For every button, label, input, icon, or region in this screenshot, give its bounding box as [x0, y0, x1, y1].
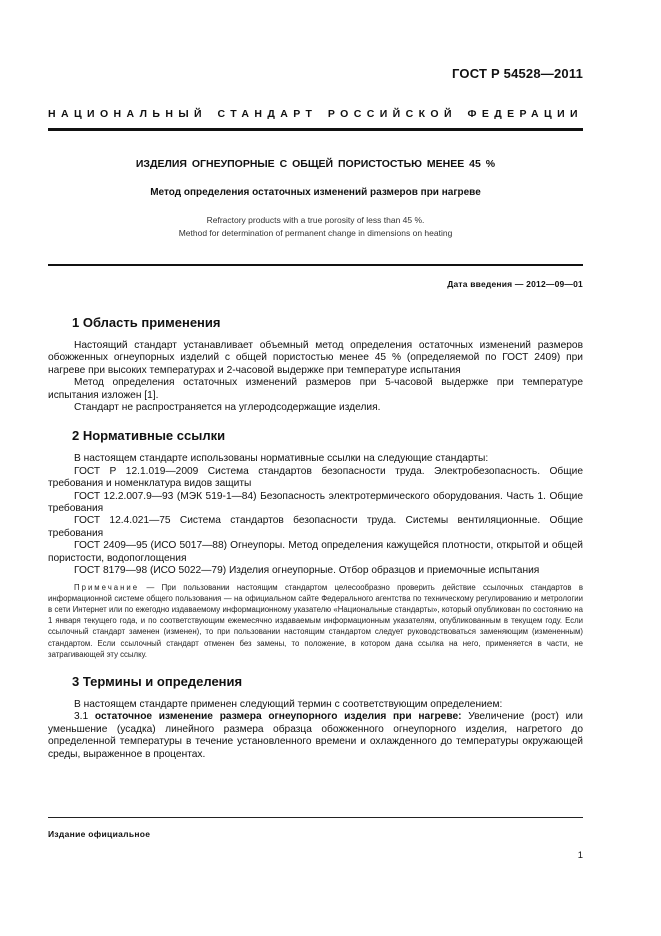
- term-number: 3.1: [74, 711, 95, 723]
- gost-code: ГОСТ Р 54528—2011: [452, 66, 583, 81]
- term-name: остаточное изменение размера огнеупорного изделия при нагреве:: [94, 711, 462, 723]
- document-title: ИЗДЕЛИЯ ОГНЕУПОРНЫЕ С ОБЩЕЙ ПОРИСТОСТЬЮ МЕНЕЕ 45 %: [135, 158, 496, 170]
- banner-word: РОССИЙСКОЙ: [327, 108, 457, 120]
- reference-item: ГОСТ Р 12.1.019—2009 Система стандартов безопасности труда. Электробезопасность. Общие требования и номенклатура видов защиты: [48, 465, 583, 490]
- reference-item: ГОСТ 2409—95 (ИСО 5017—88) Огнеупоры. Метод определения кажущейся плотности, открытой и общей пористости, водопоглощения: [48, 540, 583, 564]
- note-label: Примечание: [74, 582, 140, 592]
- document-subtitle: Метод определения остаточных изменений размеров при нагреве: [150, 187, 481, 198]
- english-title-line: Refractory products with a true porosity of less than 45 %.: [206, 215, 425, 225]
- section-heading: 1 Область применения: [72, 315, 221, 330]
- edition-label: Издание официальное: [48, 829, 151, 839]
- paragraph: Настоящий стандарт устанавливает объемный метод определения остаточных изменений размеров обожженных огнеупорных изделий с общей пористостью менее 45 % (определяемой по ГОСТ 2409) при нагреве при высоких температурах и 2-часовой выдержке при температуре испытания: [48, 340, 583, 376]
- term-text: Увеличение (рост) или уменьшение (усадка) линейного размера образца обожженного огнеупорного изделия, нагретого до определенной температуры в течение установленного времени и охлажденного до температуры окружающей среды, выраженное в процентах.: [48, 711, 583, 760]
- english-title: [48, 214, 583, 240]
- banner-word: СТАНДАРТ: [217, 108, 318, 120]
- introduction-date: Дата введения — 2012—09—01: [447, 279, 583, 289]
- title-rule: [48, 264, 583, 266]
- section-heading: 2 Нормативные ссылки: [72, 428, 226, 444]
- paragraph: Метод определения остаточных изменений размеров при 5-часовой выдержке при температуре испытания изложен [1].: [48, 377, 583, 401]
- header-rule: [48, 128, 583, 131]
- paragraph: Стандарт не распространяется на углеродсодержащие изделия.: [74, 402, 381, 414]
- note: [48, 582, 583, 660]
- term-definition: [48, 711, 583, 761]
- banner-word: НАЦИОНАЛЬНЫЙ: [48, 108, 207, 120]
- note-text: — При пользовании настоящим стандартом целесообразно проверить действие ссылочных стандартов в информационной системе общего пользования — на официальном сайте Федерального агентства по техническому регулированию и метрологии в сети Интернет или по ежегодно издаваемому информационному указателю «Национальные стандарты», который опубликован по состоянию на 1 января текущего года, и по соответствующим ежемесячно издаваемым информационным указателям, опубликованным в текущем году. Если ссылочный стандарт заменен (изменен), то при пользовании настоящим стандартом следует руководствоваться заменяющим (измененным) стандартом. Если ссылочный стандарт отменен без замены, то положение, в котором дана ссылка на него, применяется в части, не затрагивающей эту ссылку.: [48, 582, 583, 659]
- national-standard-banner: [48, 108, 583, 120]
- paragraph: В настоящем стандарте применен следующий термин с соответствующим определением:: [74, 698, 503, 710]
- document-body: [48, 312, 583, 761]
- reference-item: ГОСТ 12.4.021—75 Система стандартов безопасности труда. Системы вентиляционные. Общие требования: [48, 515, 583, 539]
- footer-rule: [48, 817, 583, 818]
- section-heading: 3 Термины и определения: [72, 673, 243, 689]
- banner-word: ФЕДЕРАЦИИ: [467, 108, 583, 120]
- reference-item: ГОСТ 8179—98 (ИСО 5022—79) Изделия огнеупорные. Отбор образцов и приемочные испытания: [74, 565, 540, 577]
- reference-item: ГОСТ 12.2.007.9—93 (МЭК 519-1—84) Безопасность электротермического оборудования. Часть 1. Общие требования: [48, 490, 583, 515]
- page-number: 1: [577, 850, 583, 861]
- paragraph: В настоящем стандарте использованы нормативные ссылки на следующие стандарты:: [74, 453, 489, 465]
- english-title-line: Method for determination of permanent change in dimensions on heating: [178, 228, 453, 238]
